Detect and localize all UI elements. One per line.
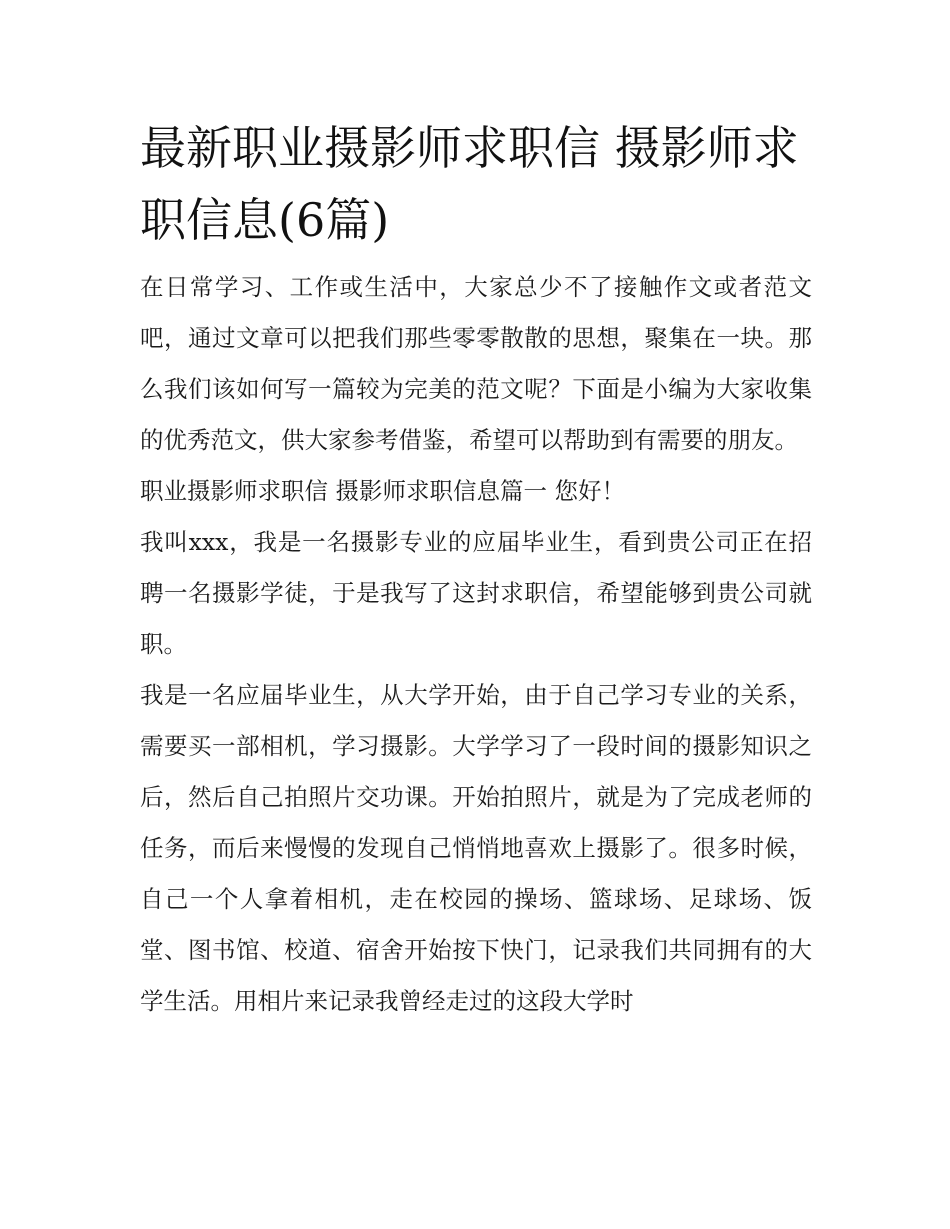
experience-paragraph: 我是一名应届毕业生，从大学开始，由于自己学习专业的关系，需要买一部相机，学习摄影。大学学习了一段时间的摄影知识之后，然后自己拍照片交功课。开始拍照片，就是为了完成老师的任务，而后来慢慢的发现自己悄悄地喜欢上摄影了。很多时候，自己一个人拿着相机，走在校园的操场、篮球场、足球场、饭堂、图书馆、校道、宿舍开始按下快门，记录我们共同拥有的大学生活。用相片来记录我曾经走过的这段大学时 [140,681,812,1015]
document-title: 最新职业摄影师求职信 摄影师求职信息(6篇) [140,121,799,247]
section-heading-paragraph: 职业摄影师求职信 摄影师求职信息篇一 您好！ [140,477,625,505]
document-body [140,112,812,1027]
self-introduction-paragraph: 我叫xxx，我是一名摄影专业的应届毕业生，看到贵公司正在招聘一名摄影学徒，于是我写了这封求职信，希望能够到贵公司就职。 [140,528,812,658]
intro-paragraph: 在日常学习、工作或生活中，大家总少不了接触作文或者范文吧，通过文章可以把我们那些零零散散的思想，聚集在一块。那么我们该如何写一篇较为完美的范文呢？下面是小编为大家收集的优秀范文，供大家参考借鉴，希望可以帮助到有需要的朋友。 [140,273,812,454]
